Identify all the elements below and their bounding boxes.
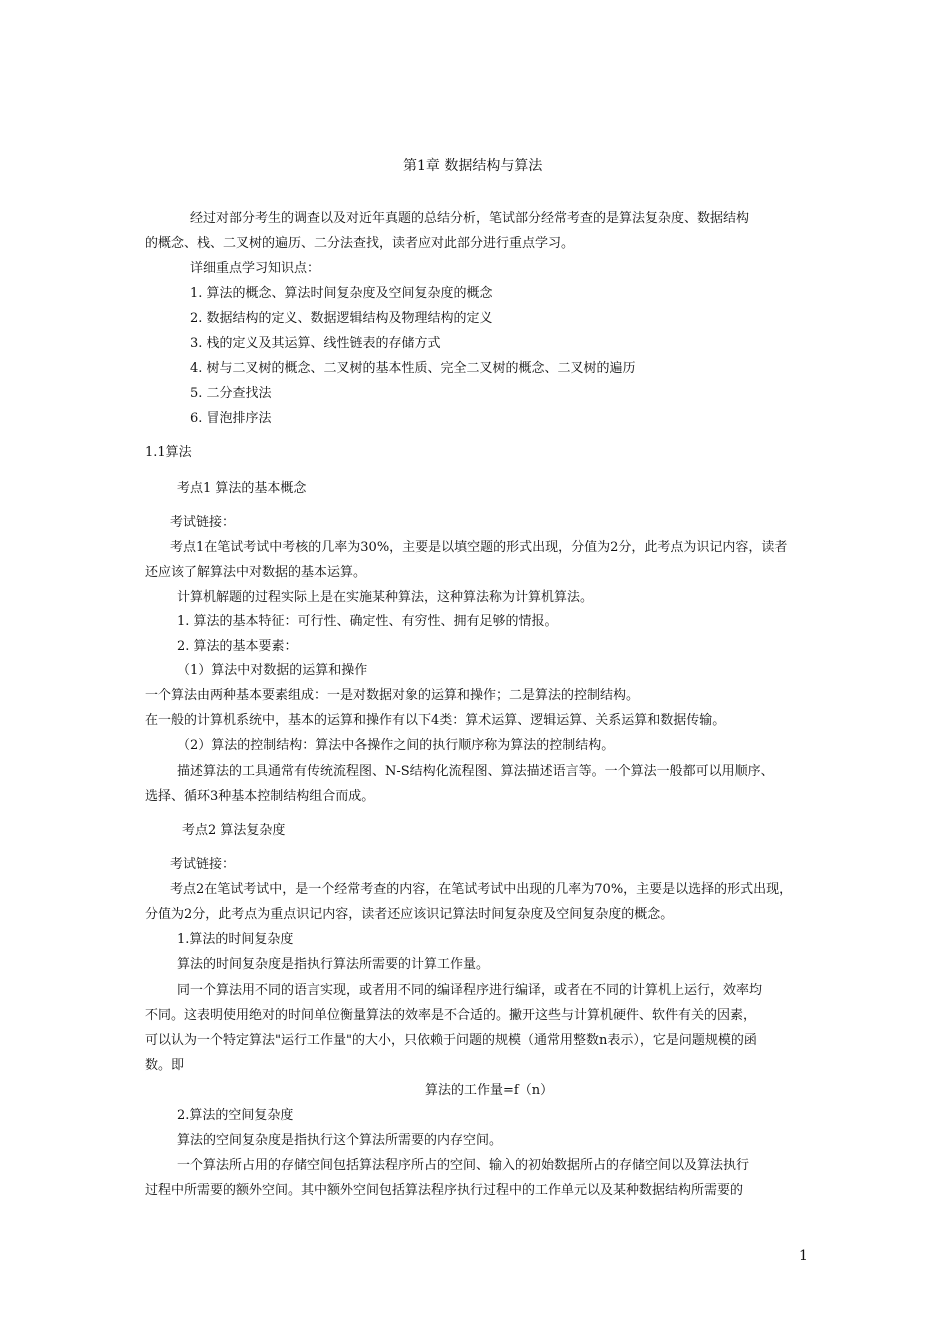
list-item: 3. 栈的定义及其运算、线性链表的存储方式	[190, 336, 441, 351]
k1-p3: 1. 算法的基本特征：可行性、确定性、有穷性、拥有足够的情报。	[177, 614, 558, 629]
k1-p9-line-1: 描述算法的工具通常有传统流程图、N-S结构化流程图、算法描述语言等。一个算法一般都可以用顺序、	[177, 764, 774, 779]
formula: 算法的工作量=f（n）	[425, 1083, 554, 1098]
list-item: 5. 二分查找法	[190, 386, 272, 401]
k1-p4: 2. 算法的基本要素：	[177, 639, 298, 654]
k1-p1-line-1: 考点1在笔试考试中考核的几率为30%，主要是以填空题的形式出现，分值为2分，此考点为识记内容，读者	[170, 540, 788, 555]
k1-p1-line-2: 还应该了解算法中对数据的基本运算。	[145, 565, 367, 580]
k1-p9-line-2: 选择、循环3种基本控制结构组合而成。	[145, 789, 375, 804]
k1-p6: 一个算法由两种基本要素组成：一是对数据对象的运算和操作；二是算法的控制结构。	[145, 688, 640, 703]
k2-time-p-line-4: 数。即	[145, 1058, 185, 1073]
k1-p5: （1）算法中对数据的运算和操作	[177, 663, 368, 678]
k2-exam-link: 考试链接：	[170, 857, 236, 872]
points-heading: 详细重点学习知识点：	[190, 261, 321, 276]
intro-line-2: 的概念、栈、二叉树的遍历、二分法查找，读者应对此部分进行重点学习。	[145, 236, 575, 251]
k2-time-p-line-3: 可以认为一个特定算法"运行工作量"的大小，只依赖于问题的规模（通常用整数n表示），它是问题规模的函	[145, 1033, 757, 1048]
intro-line-1: 经过对部分考生的调查以及对近年真题的总结分析，笔试部分经常考查的是算法复杂度、数据结构	[190, 211, 750, 226]
page-number: 1	[799, 1248, 808, 1264]
k1-p7: 在一般的计算机系统中，基本的运算和操作有以下4类：算术运算、逻辑运算、关系运算和数据传输。	[145, 713, 726, 728]
list-item: 4. 树与二叉树的概念、二叉树的基本性质、完全二叉树的概念、二叉树的遍历	[190, 361, 636, 376]
k2-time-p-line-1: 同一个算法用不同的语言实现，或者用不同的编译程序进行编译，或者在不同的计算机上运行，效率均	[177, 983, 763, 998]
list-item: 6. 冒泡排序法	[190, 411, 272, 426]
k2-space-heading: 2.算法的空间复杂度	[177, 1108, 294, 1123]
section-heading: 1.1算法	[145, 445, 192, 460]
k2-space-p-line-1: 一个算法所占用的存储空间包括算法程序所占的空间、输入的初始数据所占的存储空间以及算法执行	[177, 1158, 750, 1173]
k2-time-p-line-2: 不同。这表明使用绝对的时间单位衡量算法的效率是不合适的。撇开这些与计算机硬件、软件有关的因素，	[145, 1008, 757, 1023]
list-item: 1. 算法的概念、算法时间复杂度及空间复杂度的概念	[190, 286, 493, 301]
k2-space-p-line-2: 过程中所需要的额外空间。其中额外空间包括算法程序执行过程中的工作单元以及某种数据结构所需要的	[145, 1183, 744, 1198]
chapter-title: 第1章 数据结构与算法	[403, 158, 543, 174]
k2-p1-line-1: 考点2在笔试考试中，是一个经常考查的内容，在笔试考试中出现的几率为70%，主要是以选择的形式出现，	[170, 882, 793, 897]
list-item: 2. 数据结构的定义、数据逻辑结构及物理结构的定义	[190, 311, 493, 326]
k2-space-def: 算法的空间复杂度是指执行这个算法所需要的内存空间。	[177, 1133, 503, 1148]
k2-time-def: 算法的时间复杂度是指执行算法所需要的计算工作量。	[177, 957, 490, 972]
k2-heading: 考点2 算法复杂度	[182, 823, 286, 838]
k2-time-heading: 1.算法的时间复杂度	[177, 932, 294, 947]
k1-p2: 计算机解题的过程实际上是在实施某种算法，这种算法称为计算机算法。	[177, 590, 594, 605]
k2-p1-line-2: 分值为2分，此考点为重点识记内容，读者还应该识记算法时间复杂度及空间复杂度的概念。	[145, 907, 674, 922]
k1-p8: （2）算法的控制结构：算法中各操作之间的执行顺序称为算法的控制结构。	[177, 738, 615, 753]
k1-heading: 考点1 算法的基本概念	[177, 481, 307, 496]
k1-exam-link: 考试链接：	[170, 515, 236, 530]
